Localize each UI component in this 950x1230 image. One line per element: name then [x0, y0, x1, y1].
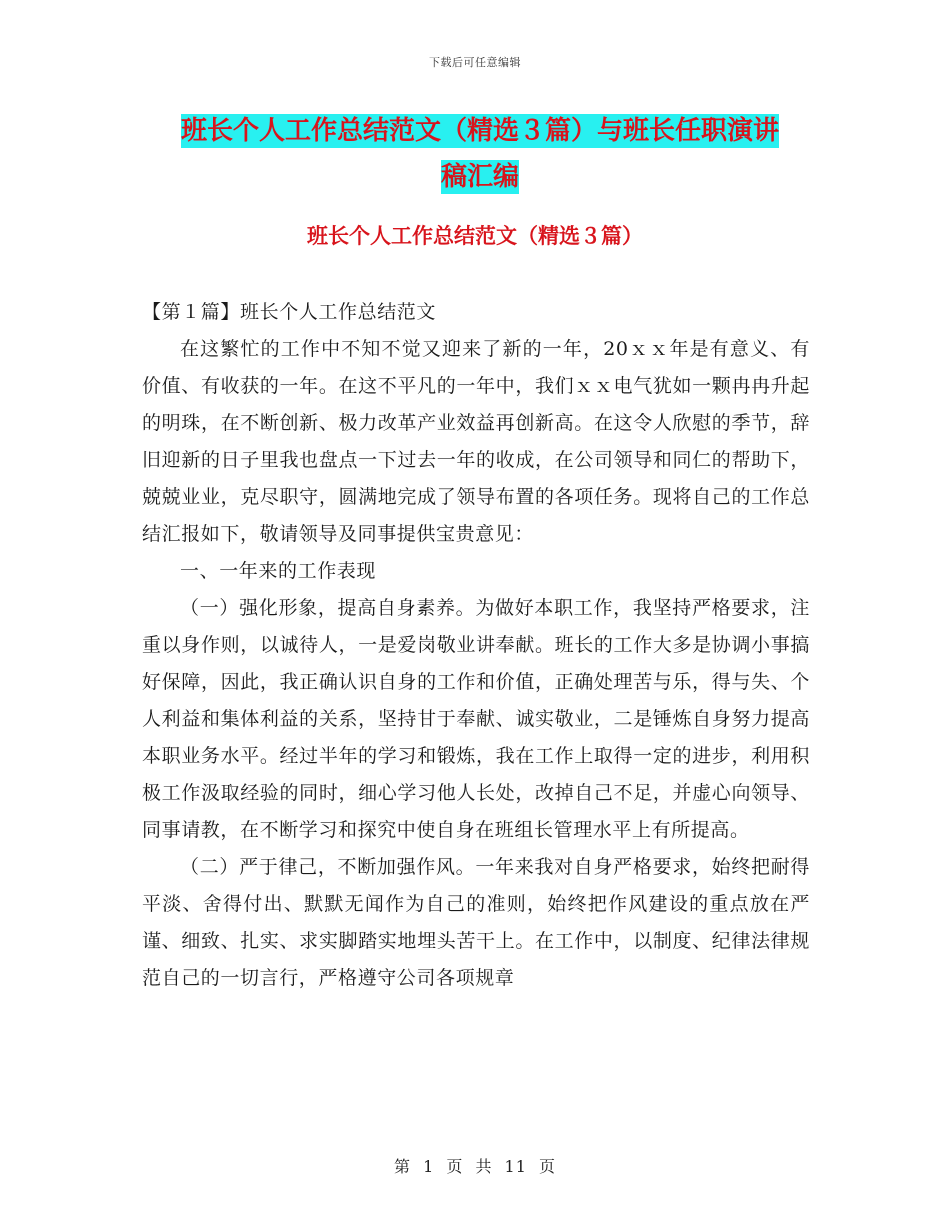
document-title-line-2: 稿汇编 — [440, 162, 519, 192]
section-heading-work-performance: 一、一年来的工作表现 — [180, 560, 377, 582]
paragraph-point-1: （一）强化形象，提高自身素养。为做好本职工作，我坚持严格要求，注重以身作则，以诚待人，一是爱岗敬业讲奉献。班长的工作大多是协调小事搞好保障，因此，我正确认识自身的工作和价值，正确处理苦与乐，得与失、个人利益和集体利益的关系，坚持甘于奉献、诚实敬业，二是锤炼自身努力提高本职业务水平。经过半年的学习和锻炼，我在工作上取得一定的进步，利用积极工作汲取经验的同时，细心学习他人长处，改掉自己不足，并虚心向领导、同事请教，在不断学习和探究中使自身在班组长管理水平上有所提高。 — [142, 597, 810, 841]
page-header: 下载后可任意编辑 — [429, 56, 521, 69]
article-heading: 【第１篇】班长个人工作总结范文 — [142, 301, 437, 323]
paragraph-intro: 在这繁忙的工作中不知不觉又迎来了新的一年，20ｘｘ年是有意义、有价值、有收获的一年。在这不平凡的一年中，我们ｘｘ电气犹如一颗冉冉升起的明珠，在不断创新、极力改革产业效益再创新高。在这令人欣慰的季节，辞旧迎新的日子里我也盘点一下过去一年的收成，在公司领导和同仁的帮助下，兢兢业业，克尽职守，圆满地完成了领导布置的各项任务。现将自己的工作总结汇报如下，敬请领导及同事提供宝贵意见： — [142, 338, 810, 545]
section-title: 班长个人工作总结范文（精选３篇） — [307, 224, 643, 248]
document-body — [142, 294, 810, 997]
paragraph-point-2: （二）严于律己，不断加强作风。一年来我对自身严格要求，始终把耐得平淡、舍得付出、默默无闻作为自己的准则，始终把作风建设的重点放在严谨、细致、扎实、求实脚踏实地埋头苦干上。在工作中，以制度、纪律法律规范自己的一切言行，严格遵守公司各项规章 — [142, 856, 810, 989]
document-title — [140, 108, 820, 200]
page-footer: 第 1 页 共 11 页 — [394, 1157, 556, 1176]
document-title-line-1: 班长个人工作总结范文（精选３篇）与班长任职演讲 — [180, 116, 779, 146]
